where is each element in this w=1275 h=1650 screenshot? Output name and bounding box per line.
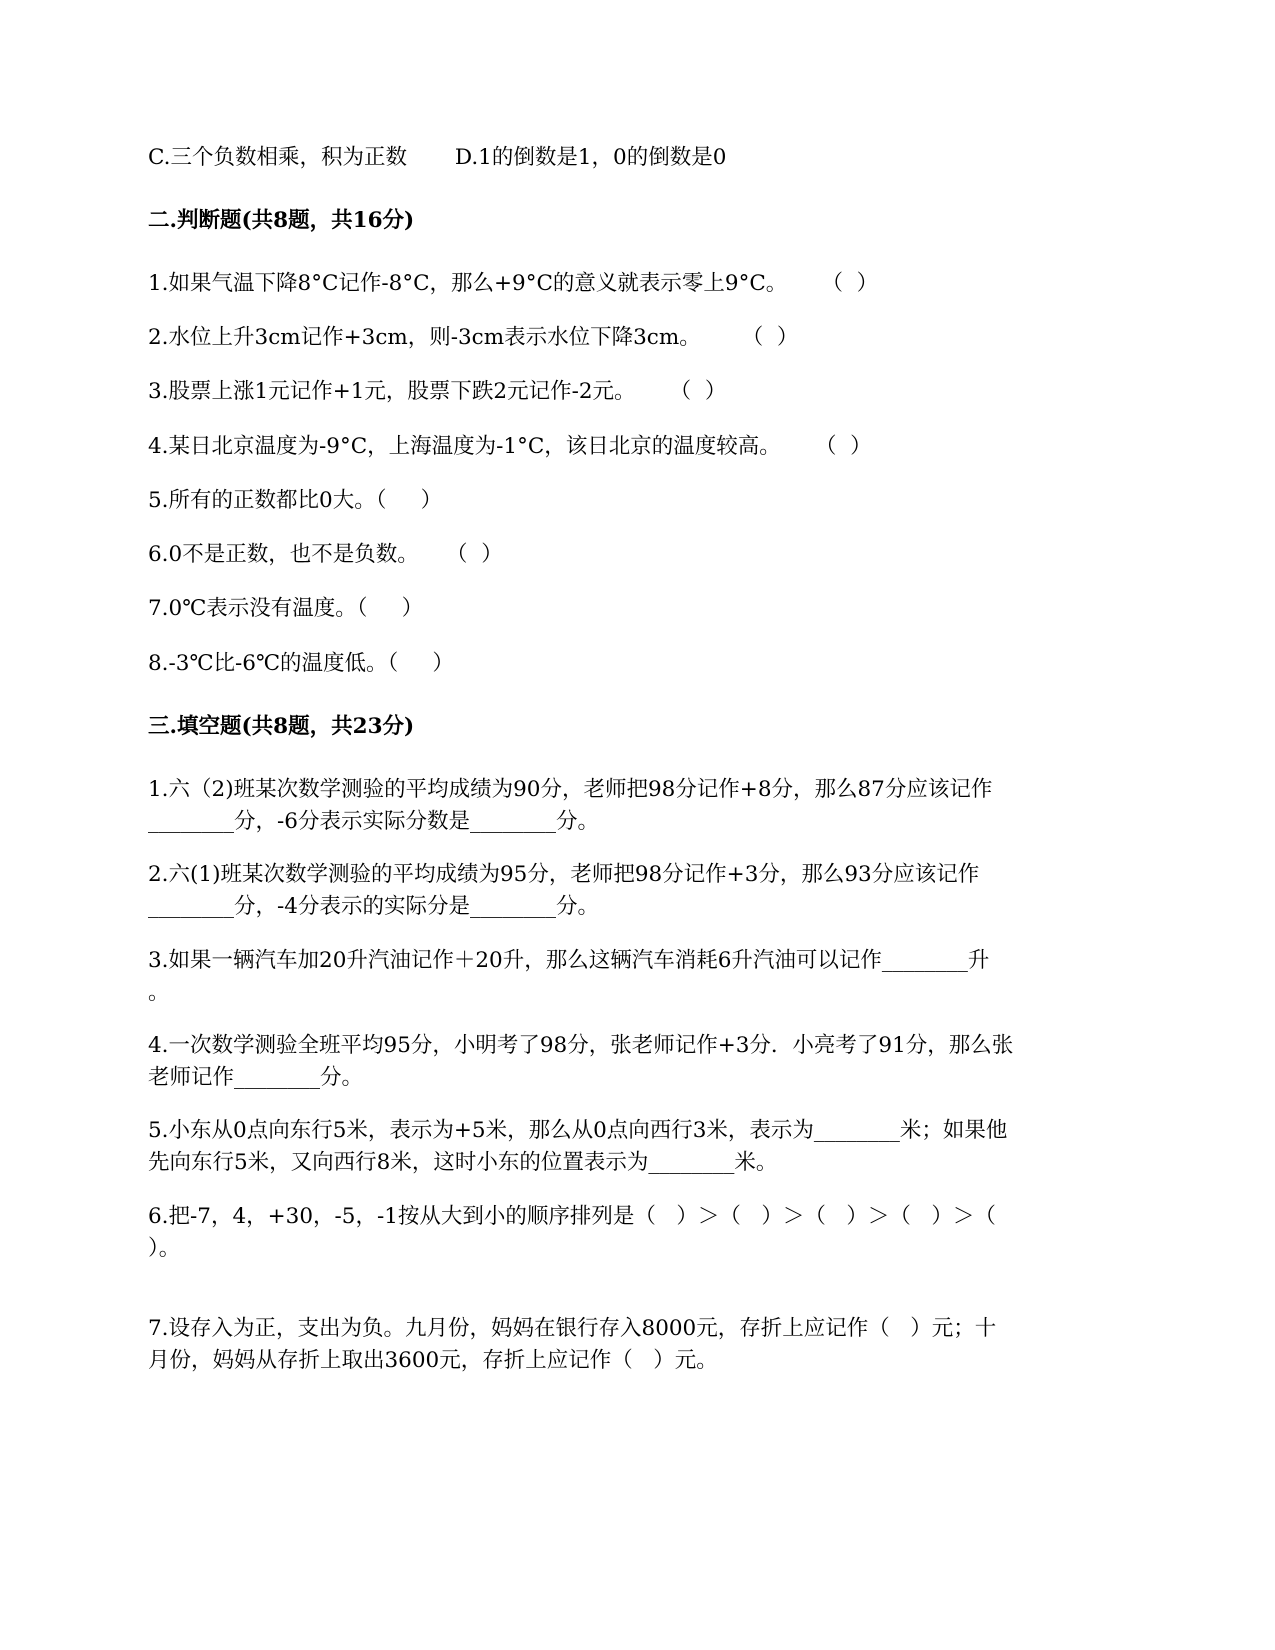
worksheet-page xyxy=(148,0,1128,1650)
fill-blank-q7-line2: 月份，妈妈从存折上取出3600元，存折上应记作（ ）元。 xyxy=(148,1348,718,1373)
fill-blank-q4-line2: 老师记作________分。 xyxy=(148,1065,364,1090)
true-false-item-1: 1.如果气温下降8°C记作-8°C，那么+9°C的意义就表示零上9°C。 （ ） xyxy=(148,271,879,296)
true-false-item-7: 7.0℃表示没有温度。（ ） xyxy=(148,596,424,621)
true-false-item-2: 2.水位上升3cm记作+3cm，则-3cm表示水位下降3cm。 （ ） xyxy=(148,325,799,350)
fill-blank-q3-line2: 。 xyxy=(148,980,170,1005)
choice-options-c-d: C.三个负数相乘，积为正数 D.1的倒数是1，0的倒数是0 xyxy=(148,145,727,170)
fill-blank-q5-line1: 5.小东从0点向东行5米，表示为+5米，那么从0点向西行3米，表示为________米；如果他 xyxy=(148,1118,1008,1143)
fill-blank-q6-line2: ）。 xyxy=(148,1236,181,1261)
true-false-item-6: 6.0不是正数，也不是负数。 （ ） xyxy=(148,542,503,567)
fill-blank-q7-line1: 7.设存入为正，支出为负。九月份，妈妈在银行存入8000元，存折上应记作（ ）元；十 xyxy=(148,1316,997,1341)
section-heading-fill-blank: 三.填空题(共8题，共23分) xyxy=(148,714,415,739)
fill-blank-q2-line2: ________分，-4分表示的实际分是________分。 xyxy=(148,894,599,919)
true-false-item-8: 8.-3℃比-6℃的温度低。（ ） xyxy=(148,651,454,676)
fill-blank-q4-line1: 4.一次数学测验全班平均95分，小明考了98分，张老师记作+3分．小亮考了91分，那么张 xyxy=(148,1033,1014,1058)
true-false-item-3: 3.股票上涨1元记作+1元，股票下跌2元记作-2元。 （ ） xyxy=(148,379,727,404)
fill-blank-q1-line2: ________分，-6分表示实际分数是________分。 xyxy=(148,809,599,834)
fill-blank-q6-line1: 6.把-7，4，+30，-5，-1按从大到小的顺序排列是（ ）＞（ ）＞（ ）＞（ ）＞（ xyxy=(148,1204,996,1229)
fill-blank-q3-line1: 3.如果一辆汽车加20升汽油记作＋20升，那么这辆汽车消耗6升汽油可以记作________升 xyxy=(148,948,990,973)
true-false-item-4: 4.某日北京温度为-9°C，上海温度为-1°C，该日北京的温度较高。 （ ） xyxy=(148,434,872,459)
fill-blank-q2-line1: 2.六(1)班某次数学测验的平均成绩为95分，老师把98分记作+3分，那么93分应该记作 xyxy=(148,862,980,887)
fill-blank-q5-line2: 先向东行5米，又向西行8米，这时小东的位置表示为________米。 xyxy=(148,1150,778,1175)
fill-blank-q1-line1: 1.六（2)班某次数学测验的平均成绩为90分，老师把98分记作+8分，那么87分应该记作 xyxy=(148,777,993,802)
section-heading-true-false: 二.判断题(共8题，共16分) xyxy=(148,208,415,233)
true-false-item-5: 5.所有的正数都比0大。（ ） xyxy=(148,488,443,513)
